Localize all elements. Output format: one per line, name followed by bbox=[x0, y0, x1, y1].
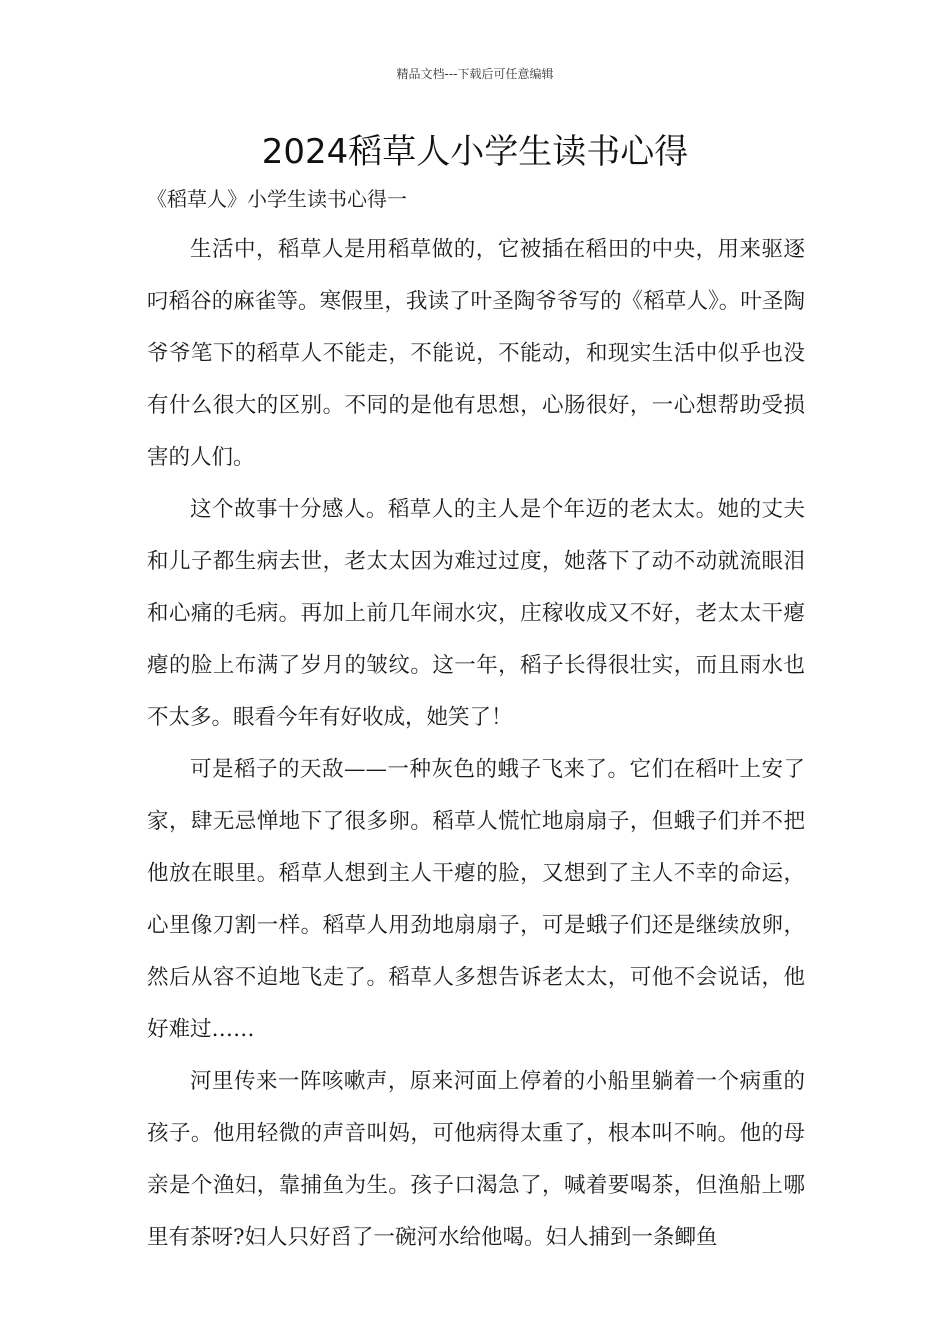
paragraph-4: 河里传来一阵咳嗽声，原来河面上停着的小船里躺着一个病重的孩子。他用轻微的声音叫妈，可他病得太重了，根本叫不响。他的母亲是个渔妇，靠捕鱼为生。孩子口渴急了，喊着要喝茶，但渔船上哪里有茶呀?妇人只好舀了一碗河水给他喝。妇人捕到一条鲫鱼 bbox=[147, 1069, 805, 1250]
paragraph-1: 生活中，稻草人是用稻草做的，它被插在稻田的中央，用来驱逐叼稻谷的麻雀等。寒假里，我读了叶圣陶爷爷写的《稻草人》。叶圣陶爷爷笔下的稻草人不能走，不能说，不能动，和现实生活中似乎也没有什么很大的区别。不同的是他有思想，心肠很好，一心想帮助受损害的人们。 bbox=[147, 237, 805, 470]
document-body bbox=[147, 224, 805, 1264]
document-title: 2024稻草人小学生读书心得 bbox=[261, 132, 689, 172]
paragraph-2: 这个故事十分感人。稻草人的主人是个年迈的老太太。她的丈夫和儿子都生病去世，老太太因为难过过度，她落下了动不动就流眼泪和心痛的毛病。再加上前几年闹水灾，庄稼收成又不好，老太太干瘪瘪的脸上布满了岁月的皱纹。这一年，稻子长得很壮实，而且雨水也不太多。眼看今年有好收成，她笑了！ bbox=[147, 497, 805, 730]
document-subtitle: 《稻草人》小学生读书心得一 bbox=[147, 187, 407, 211]
paragraph-3: 可是稻子的天敌——一种灰色的蛾子飞来了。它们在稻叶上安了家，肆无忌惮地下了很多卵。稻草人慌忙地扇扇子，但蛾子们并不把他放在眼里。稻草人想到主人干瘪的脸，又想到了主人不幸的命运，心里像刀割一样。稻草人用劲地扇扇子，可是蛾子们还是继续放卵，然后从容不迫地飞走了。稻草人多想告诉老太太，可他不会说话，他好难过…… bbox=[147, 757, 805, 1042]
page-header: 精品文档---下载后可任意编辑 bbox=[396, 67, 554, 81]
